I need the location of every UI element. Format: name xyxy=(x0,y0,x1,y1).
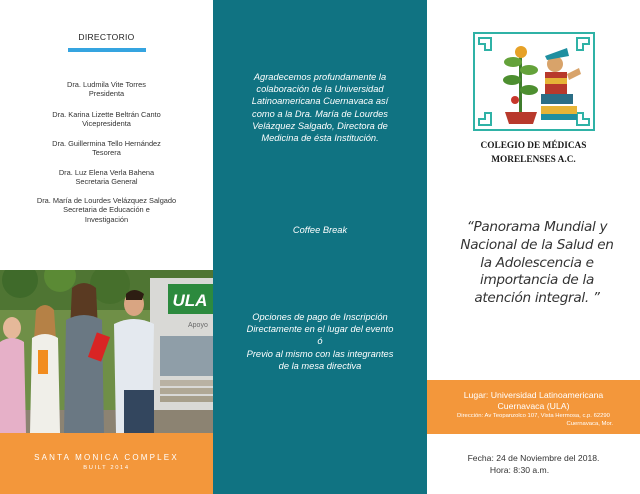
payment-line: ó xyxy=(317,336,323,347)
talk-line: importancia de la xyxy=(479,272,595,289)
member-role: Tesorera xyxy=(92,148,121,158)
right-panel xyxy=(427,0,640,494)
member-role: Presidenta xyxy=(88,89,125,99)
directory-member xyxy=(0,139,213,158)
payment-line: Previo al mismo con las integrantes xyxy=(246,348,394,359)
member-name: Dra. Luz Elena Verla Bahena xyxy=(58,168,155,177)
event-date: Fecha: 24 de Noviembre del 2018. xyxy=(467,453,600,463)
coffee-break: Coffee Break xyxy=(292,225,348,235)
thanks-line: Agradecemos profundamente la xyxy=(253,72,387,82)
member-role: Vicepresidenta xyxy=(82,119,131,129)
footer-title: SANTA MONICA COMPLEX xyxy=(34,453,179,462)
member-name: Dra. Karina Lizette Beltrán Canto xyxy=(52,110,161,119)
sign-subtext: Apoyo xyxy=(188,322,208,329)
payment-line: Directamente en el lugar del evento xyxy=(246,324,394,335)
directory-underline xyxy=(68,48,146,52)
address-line2: Cuernavaca, Mor. xyxy=(566,421,613,427)
thanks-line: como a la Dra. María de Lourdes xyxy=(252,108,388,119)
middle-panel xyxy=(213,0,427,494)
directory-member xyxy=(0,80,213,99)
venue-band xyxy=(427,380,640,434)
member-role-continued: Investigación xyxy=(84,214,129,224)
talk-line: la Adolescencia e xyxy=(480,254,594,271)
member-role: Secretaria General xyxy=(75,177,138,187)
address-line1: Dirección: Av Teopanzolco 107, Vista Hermosa, c.p. 62290 xyxy=(457,413,610,419)
thanks-line: Medicina de ésta Institución. xyxy=(261,133,379,144)
event-time: Hora: 8:30 a.m. xyxy=(489,465,550,475)
college-logo xyxy=(473,32,595,131)
sign-text: ULA xyxy=(172,291,208,310)
footer-subtitle: BUILT 2014 xyxy=(83,465,130,471)
talk-line: “Panorama Mundial y xyxy=(466,219,608,235)
talk-line: atención integral. ” xyxy=(474,290,600,307)
member-name: Dra. María de Lourdes Velázquez Salgado xyxy=(36,196,177,205)
org-name-line2: MORELENSES A.C. xyxy=(491,155,576,165)
venue-line1: Lugar: Universidad Latinoamericana xyxy=(463,390,604,400)
talk-line: Nacional de la Salud en xyxy=(460,236,614,253)
venue-line2: Cuernavaca (ULA) xyxy=(497,401,570,411)
thanks-paragraph xyxy=(213,71,427,144)
org-name-line1: COLEGIO DE MÉDICAS xyxy=(480,141,587,151)
left-footer-band xyxy=(0,433,213,494)
member-role: Secretaria de Educación e xyxy=(63,205,150,215)
directory-title: DIRECTORIO xyxy=(78,32,135,42)
directory-member xyxy=(0,168,213,187)
payment-line: Opciones de pago de Inscripción xyxy=(252,312,388,322)
member-name: Dra. Ludmila Vite Torres xyxy=(66,80,146,89)
payment-line: de la mesa directiva xyxy=(278,360,362,371)
thanks-line: colaboración de la Universidad xyxy=(256,84,384,95)
thanks-line: Velázquez Salgado, Directora de xyxy=(252,120,388,131)
payment-paragraph xyxy=(213,311,427,372)
left-panel xyxy=(0,0,213,494)
directory-member xyxy=(0,196,213,224)
talk-title xyxy=(441,219,633,308)
students-photo xyxy=(0,270,213,433)
thanks-line: Latinoamericana Cuernavaca así xyxy=(251,96,389,107)
member-name: Dra. Guillermina Tello Hernández xyxy=(52,139,161,148)
directory-member xyxy=(0,110,213,129)
